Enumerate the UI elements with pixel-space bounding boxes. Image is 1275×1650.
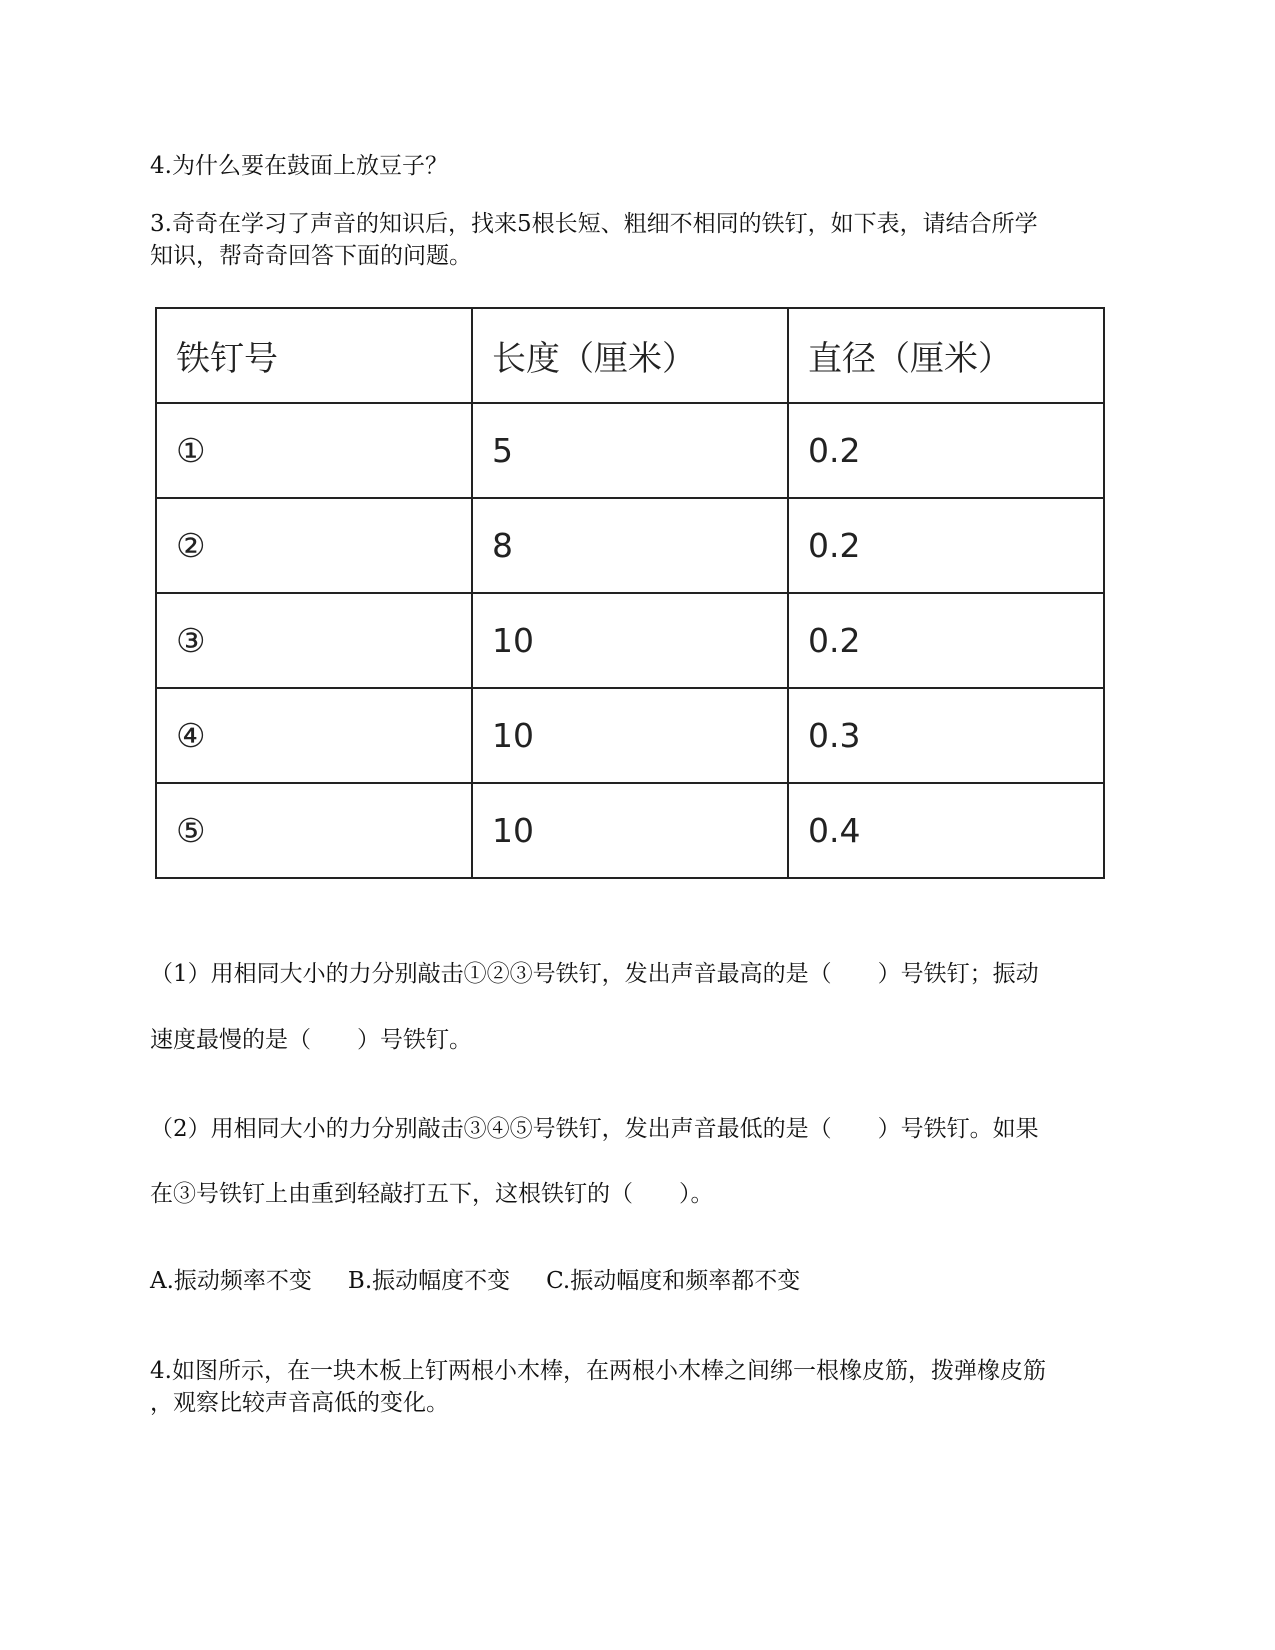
header-nail-number: 铁钉号 xyxy=(156,308,472,403)
cell-nail-number: ⑤ xyxy=(156,783,472,878)
question-drum-beans: 4.为什么要在鼓面上放豆子？ xyxy=(150,153,448,179)
subquestion-2-line-2: 在③号铁钉上由重到轻敲打五下，这根铁钉的（ ）。 xyxy=(150,1181,714,1207)
subquestion-2-line-1: （2）用相同大小的力分别敲击③④⑤号铁钉，发出声音最低的是（ ）号铁钉。如果 xyxy=(150,1116,1039,1142)
option-a: A.振动频率不变 xyxy=(150,1268,312,1294)
option-b: B.振动幅度不变 xyxy=(347,1268,511,1294)
table-row xyxy=(156,688,1104,783)
cell-nail-number: ② xyxy=(156,498,472,593)
cell-diameter: 0.2 xyxy=(788,593,1104,688)
cell-nail-number: ① xyxy=(156,403,472,498)
cell-diameter: 0.2 xyxy=(788,403,1104,498)
cell-length: 8 xyxy=(472,498,788,593)
nail-data-table xyxy=(155,307,1105,879)
header-diameter: 直径（厘米） xyxy=(788,308,1104,403)
subquestion-1-line-1: （1）用相同大小的力分别敲击①②③号铁钉，发出声音最高的是（ ）号铁钉；振动 xyxy=(150,961,1039,987)
cell-nail-number: ③ xyxy=(156,593,472,688)
table-header-row xyxy=(156,308,1104,403)
cell-length: 10 xyxy=(472,593,788,688)
option-c: C.振动幅度和频率都不变 xyxy=(546,1268,801,1294)
cell-diameter: 0.2 xyxy=(788,498,1104,593)
table-row xyxy=(156,403,1104,498)
answer-options xyxy=(150,1265,1135,1297)
cell-length: 5 xyxy=(472,403,788,498)
cell-length: 10 xyxy=(472,688,788,783)
cell-diameter: 0.4 xyxy=(788,783,1104,878)
cell-nail-number: ④ xyxy=(156,688,472,783)
table-row xyxy=(156,783,1104,878)
table-row xyxy=(156,593,1104,688)
table-row xyxy=(156,498,1104,593)
header-length: 长度（厘米） xyxy=(472,308,788,403)
question-rubber-band: 4.如图所示，在一块木板上钉两根小木棒，在两根小木棒之间绑一根橡皮筋，拨弹橡皮筋 ，观察比较声音高低的变化。 xyxy=(150,1358,1046,1416)
cell-length: 10 xyxy=(472,783,788,878)
cell-diameter: 0.3 xyxy=(788,688,1104,783)
question-nails-intro: 3.奇奇在学习了声音的知识后，找来5根长短、粗细不相同的铁钉，如下表，请结合所学 知识，帮奇奇回答下面的问题。 xyxy=(150,211,1038,269)
subquestion-1-line-2: 速度最慢的是（ ）号铁钉。 xyxy=(150,1027,472,1053)
